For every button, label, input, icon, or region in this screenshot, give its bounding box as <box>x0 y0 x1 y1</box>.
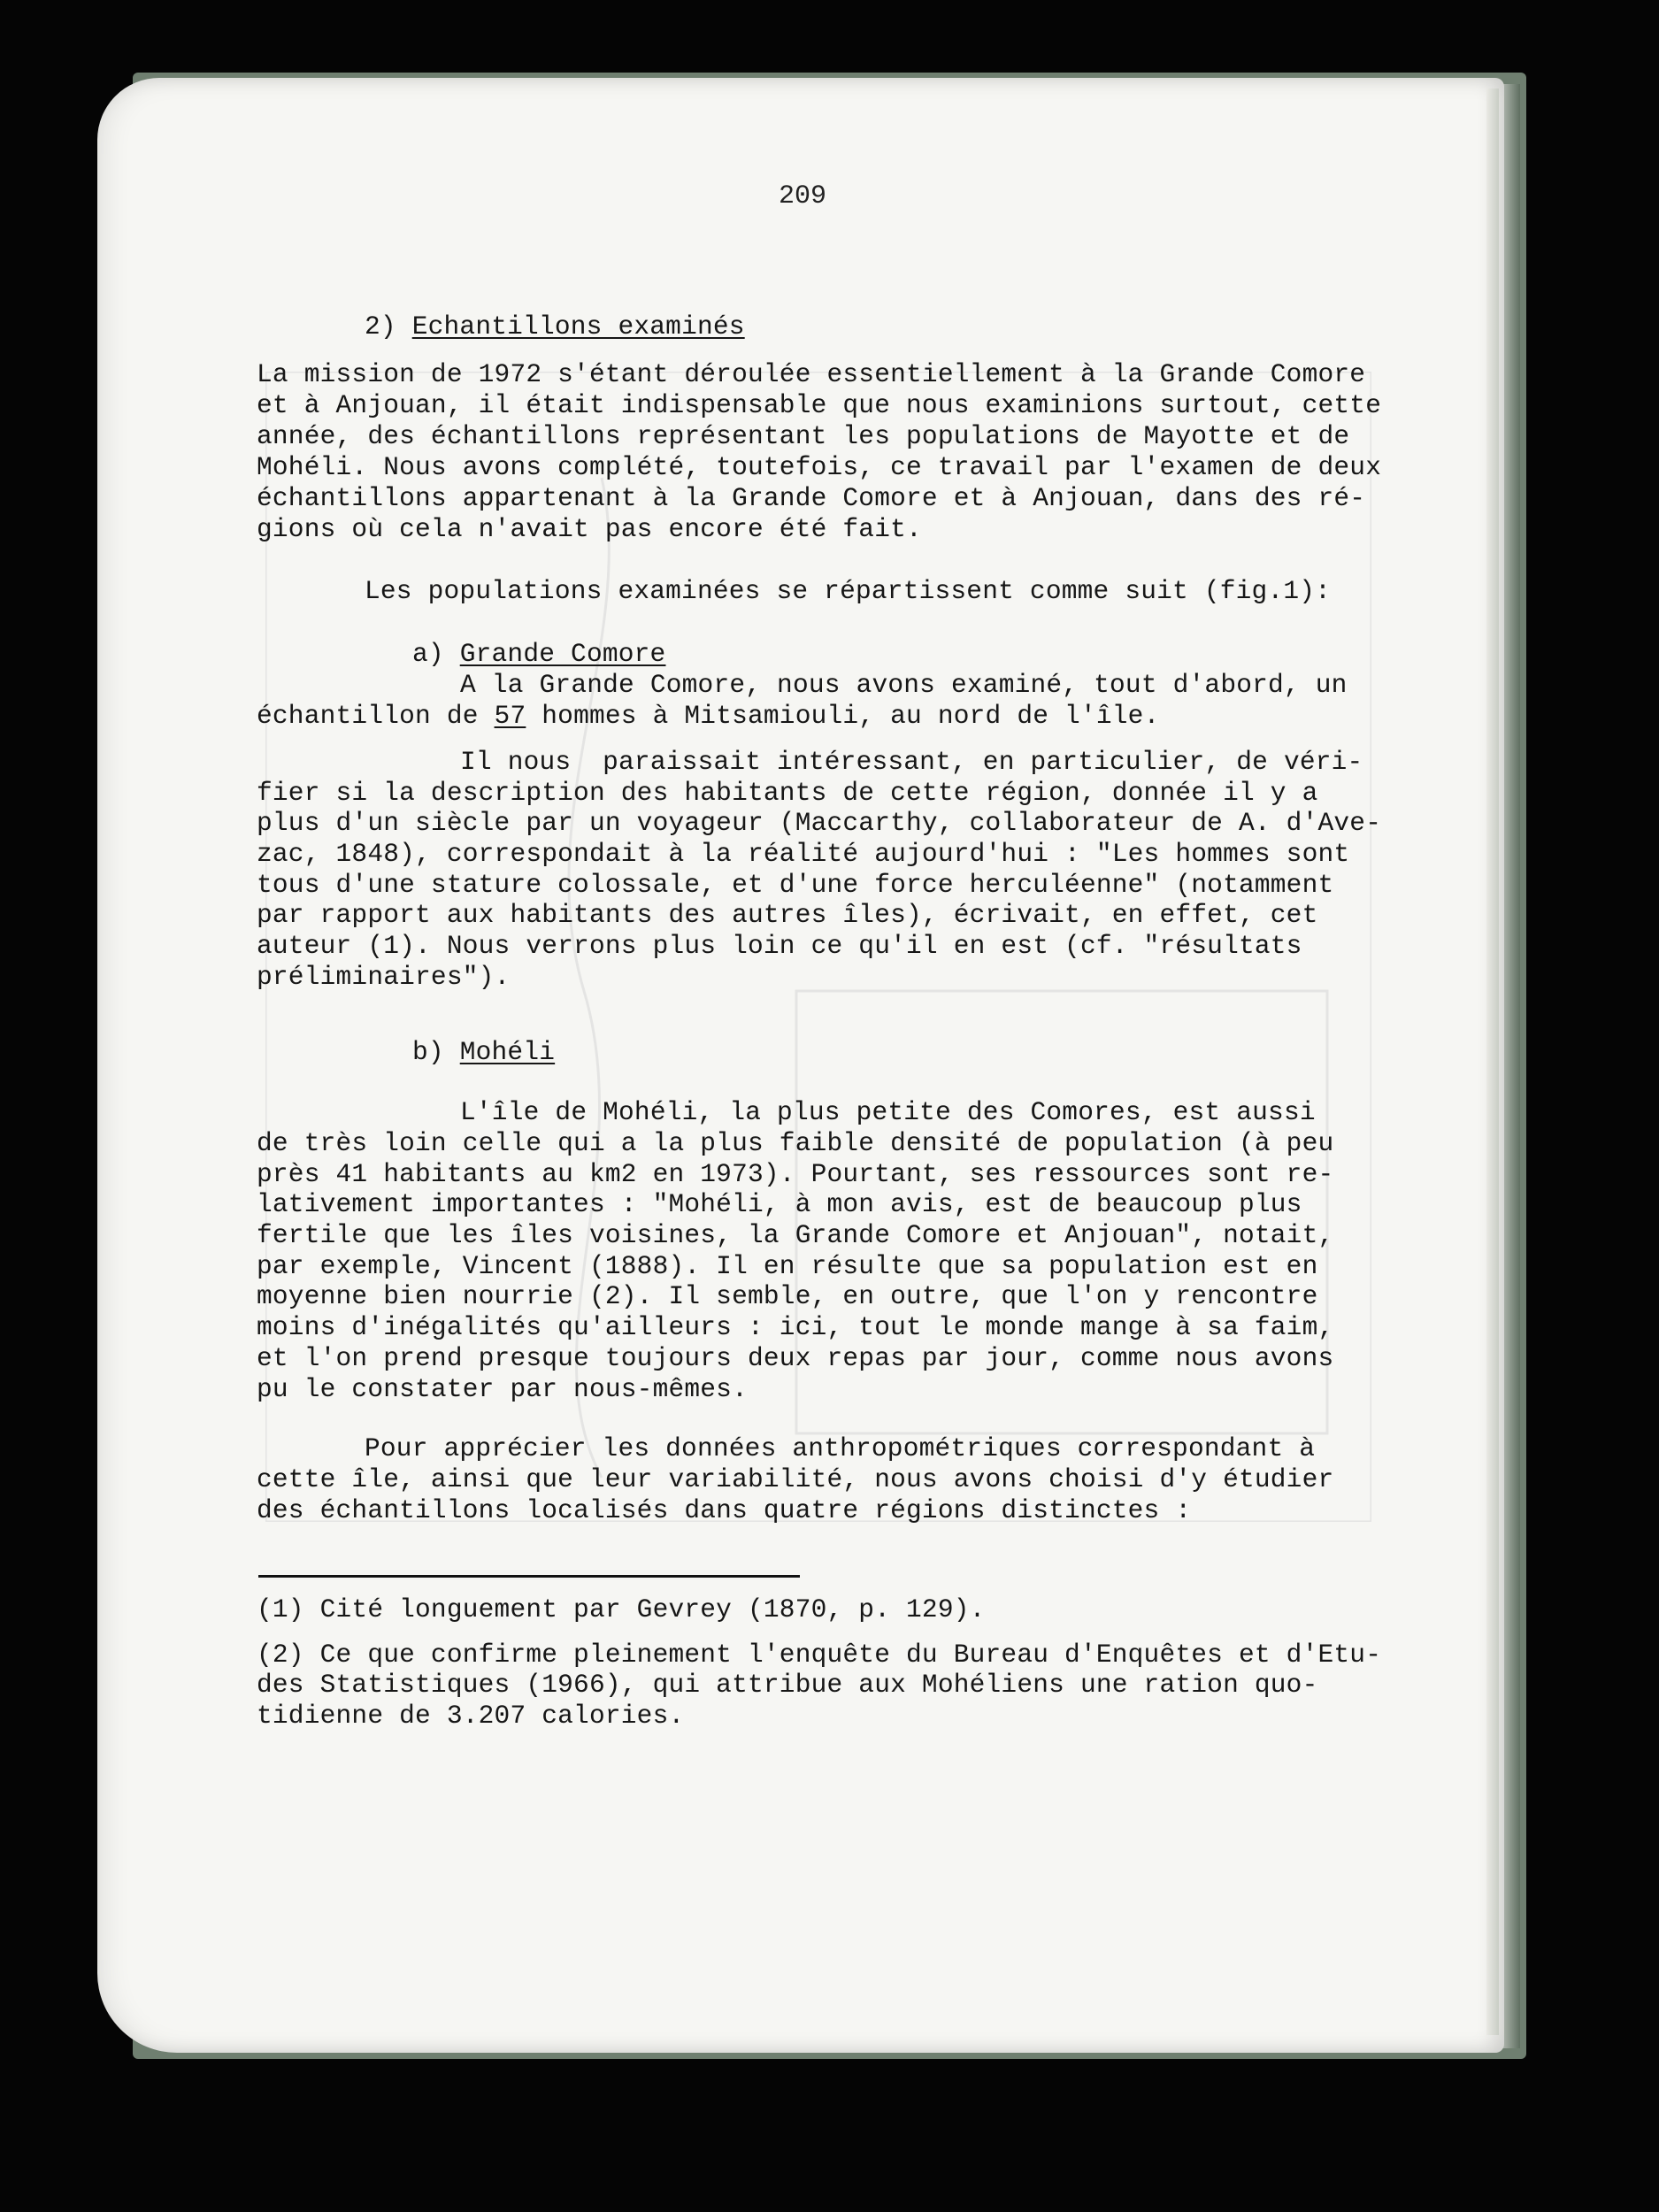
section-heading <box>365 311 745 342</box>
subsection-a-heading <box>412 639 665 670</box>
footnote-1: (1) Cité longuement par Gevrey (1870, p. 129). <box>257 1594 986 1624</box>
subsection-b-line: de très loin celle qui a la plus faible densité de population (à peu <box>257 1128 1334 1158</box>
intro-line: La mission de 1972 s'étant déroulée essentiellement à la Grande Comore <box>257 359 1366 389</box>
subsection-b-line: Pour apprécier les données anthropométriques correspondant à <box>365 1433 1316 1463</box>
subsection-b-line: et l'on prend presque toujours deux repas par jour, comme nous avons <box>257 1343 1334 1373</box>
sample-count: 57 <box>494 701 526 731</box>
distribution-line: Les populations examinées se répartissent comme suit (fig.1): <box>365 576 1332 606</box>
subsection-b-line: pu le constater par nous-mêmes. <box>257 1374 748 1404</box>
footnote-2: tidienne de 3.207 calories. <box>257 1701 685 1731</box>
subsection-a-line: A la Grande Comore, nous avons examiné, tout d'abord, un <box>460 670 1348 700</box>
subsection-b-heading <box>412 1037 555 1068</box>
section-title: Echantillons examinés <box>411 311 745 342</box>
page-number: 209 <box>779 181 827 211</box>
subsection-a-line: plus d'un siècle par un voyageur (Maccarthy, collaborateur de A. d'Ave- <box>257 808 1382 838</box>
subsection-a-line: par rapport aux habitants des autres îles), écrivait, en effet, cet <box>257 900 1318 930</box>
sample-text: échantillon de <box>257 701 495 731</box>
subsection-b-title: Mohéli <box>459 1037 556 1067</box>
footnote-separator <box>258 1575 800 1578</box>
intro-line: Mohéli. Nous avons complété, toutefois, ce travail par l'examen de deux <box>257 452 1382 482</box>
subsection-a-line: tous d'une stature colossale, et d'une force herculéenne" (notamment <box>257 870 1334 900</box>
subsection-b-line: L'île de Mohéli, la plus petite des Comores, est aussi <box>460 1097 1316 1127</box>
subsection-a-line: préliminaires"). <box>257 962 511 992</box>
intro-line: échantillons appartenant à la Grande Comore et à Anjouan, dans des ré- <box>257 483 1366 513</box>
intro-line: gions où cela n'avait pas encore été fait. <box>257 514 922 544</box>
subsection-a-title: Grande Comore <box>459 639 666 669</box>
subsection-a-line: Il nous paraissait intéressant, en particulier, de véri- <box>460 747 1363 777</box>
subsection-b-line: cette île, ainsi que leur variabilité, nous avons choisi d'y étudier <box>257 1464 1334 1494</box>
intro-line: et à Anjouan, il était indispensable que nous examinions surtout, cette <box>257 390 1382 420</box>
subsection-b-line: moyenne bien nourrie (2). Il semble, en outre, que l'on y rencontre <box>257 1281 1318 1311</box>
subsection-b-line: par exemple, Vincent (1888). Il en résulte que sa population est en <box>257 1251 1318 1281</box>
subsection-b-letter: b) <box>412 1037 444 1067</box>
page-stack-edge <box>1486 88 1499 2035</box>
footnote-2: (2) Ce que confirme pleinement l'enquête du Bureau d'Enquêtes et d'Etu- <box>257 1640 1382 1670</box>
subsection-b-line: près 41 habitants au km2 en 1973). Pourtant, ses ressources sont re- <box>257 1159 1334 1189</box>
subsection-b-line: moins d'inégalités qu'ailleurs : ici, tout le monde mange à sa faim, <box>257 1312 1334 1342</box>
subsection-b-line: des échantillons localisés dans quatre régions distinctes : <box>257 1495 1192 1525</box>
subsection-a-line <box>257 701 1159 732</box>
subsection-b-line: lativement importantes : "Mohéli, à mon avis, est de beaucoup plus <box>257 1189 1302 1219</box>
subsection-a-line: fier si la description des habitants de cette région, donnée il y a <box>257 778 1318 808</box>
sample-text: hommes à Mitsamiouli, au nord de l'île. <box>526 701 1160 731</box>
subsection-a-line: auteur (1). Nous verrons plus loin ce qu'il en est (cf. "résultats <box>257 931 1302 961</box>
footnote-2: des Statistiques (1966), qui attribue aux Mohéliens une ration quo- <box>257 1670 1318 1700</box>
subsection-a-letter: a) <box>412 639 444 669</box>
section-number: 2) <box>365 311 396 342</box>
subsection-a-line: zac, 1848), correspondait à la réalité aujourd'hui : "Les hommes sont <box>257 839 1350 869</box>
intro-line: année, des échantillons représentant les populations de Mayotte et de <box>257 421 1350 451</box>
subsection-b-line: fertile que les îles voisines, la Grande Comore et Anjouan", notait, <box>257 1220 1334 1250</box>
